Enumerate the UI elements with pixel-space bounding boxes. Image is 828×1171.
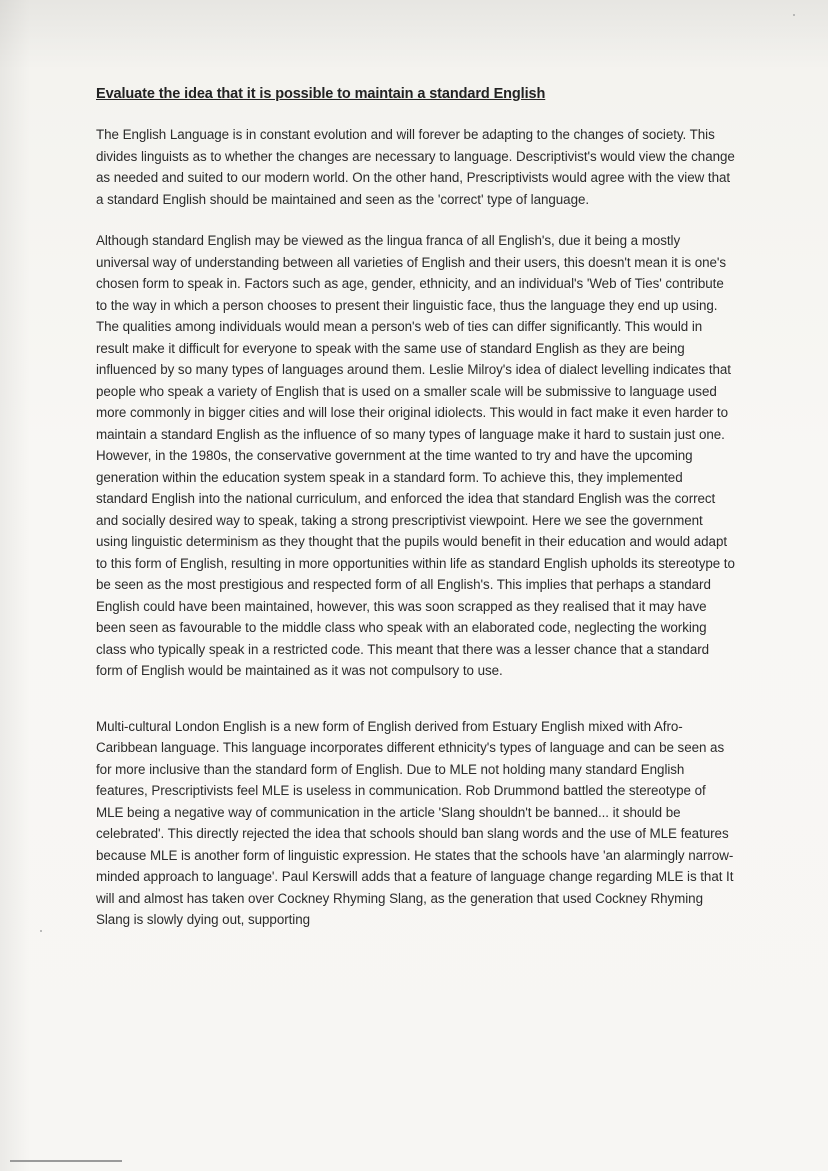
essay-title: Evaluate the idea that it is possible to maintain a standard English [96, 86, 546, 102]
paragraph-mle: Multi-cultural London English is a new form of English derived from Estuary English mixed with Afro-Caribbean language. This language incorporates different ethnicity's types of language and can be seen as for more inclusive than the standard form of English. Due to MLE not holding many standard English features, Prescriptivists feel MLE is useless in communication. Rob Drummond battled the stereotype of MLE being a negative way of communication in the article 'Slang shouldn't be banned... it should be celebrated'. This directly rejected the idea that schools should ban slang words and the use of MLE features because MLE is another form of linguistic expression. He states that the schools have 'an alarmingly narrow-minded approach to language'. Paul Kerswill adds that a feature of language change regarding MLE is that It will and almost has taken over Cockney Rhyming Slang, as the generation that used Cockney Rhyming Slang is slowly dying out, supporting [96, 718, 734, 927]
scan-shadow-top [0, 0, 828, 70]
bottom-edge-line [10, 1160, 122, 1162]
paragraph-standard-english: Although standard English may be viewed as the lingua franca of all English's, due it being a mostly universal way of understanding between all varieties of English and their users, this doesn't mean it is one's chosen form to speak in. Factors such as age, gender, ethnicity, and an individual's 'Web of Ties' contribute to the way in which a person chooses to present their linguistic face, thus the language they end up using. The qualities among individuals would mean a person's web of ties can differ significantly. This would in result make it difficult for everyone to speak with the same use of standard English as they are being influenced by so many types of languages around them. Leslie Milroy's idea of dialect levelling indicates that people who speak a variety of English that is used on a smaller scale will be submissive to language used more commonly in bigger cities and will lose their original idiolects. This would in fact make it even harder to maintain a standard English as the influence of so many types of language make it hard to sustain just one. However, in the 1980s, the conservative government at the time wanted to try and have the upcoming generation within the education system speak in a standard form. To achieve this, they implemented standard English into the national curriculum, and enforced the idea that standard English was the correct and socially desired way to speak, taking a strong prescriptivist viewpoint. Here we see the government using linguistic determinism as they thought that the pupils would benefit in their education and would adapt to this form of English, resulting in more opportunities within life as standard English upholds its stereotype to be seen as the most prestigious and respected form of all English's. This implies that perhaps a standard English could have been maintained, however, this was soon scrapped as they realised that it may have been seen as favourable to the middle class who speak with an elaborated code, neglecting the working class who typically speak in a restricted code. This meant that there was a lesser chance that a standard form of English would be maintained as it was not compulsory to use. [96, 233, 735, 678]
paragraph-intro: The English Language is in constant evolution and will forever be adapting to the changes of society. This divides linguists as to whether the changes are necessary to language. Descriptivist's would view the change as needed and suited to our modern world. On the other hand, Prescriptivists would agree with the view that a standard English should be maintained and seen as the 'correct' type of language. [96, 127, 735, 207]
essay-body [96, 86, 736, 931]
scan-speck [40, 930, 42, 932]
scan-shadow-left [0, 0, 30, 1171]
scan-speck [793, 14, 795, 16]
